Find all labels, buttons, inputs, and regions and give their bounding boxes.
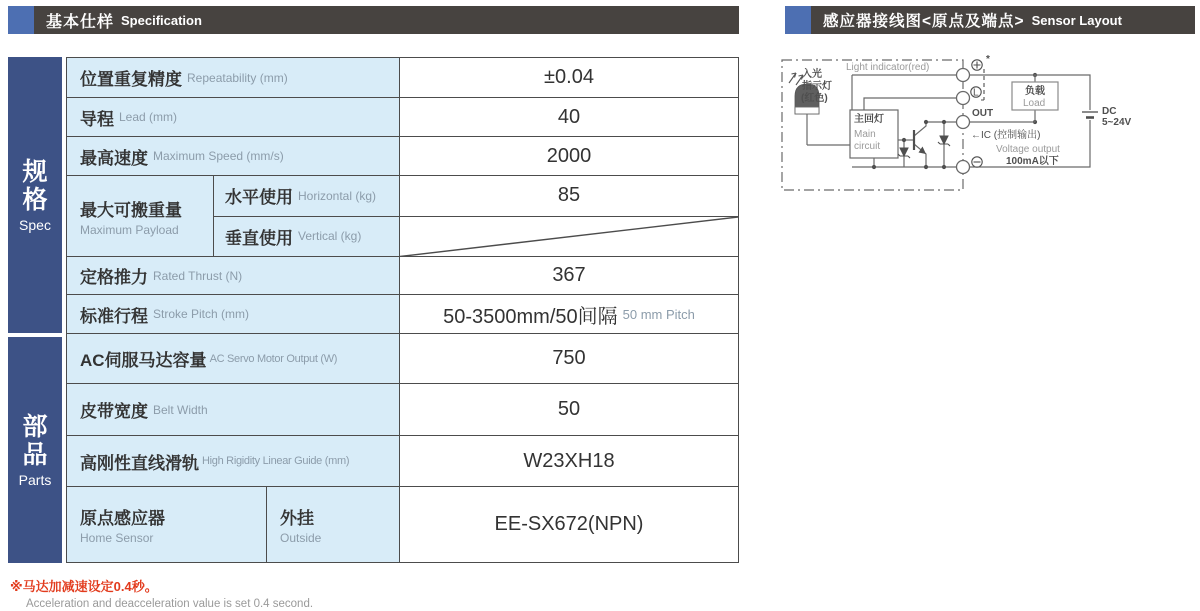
row-value: 2000 [400, 137, 738, 175]
row-label [67, 295, 400, 333]
payload-sub-rows [214, 176, 738, 256]
sensor-header-bar [811, 6, 1195, 34]
label-zh: 最大可搬重量 [80, 200, 182, 220]
accent-square-icon [8, 6, 34, 34]
payload-vertical-row [214, 217, 738, 257]
sensor-title-en: Sensor Layout [1031, 12, 1122, 28]
main-circuit-box [850, 110, 898, 158]
footnote [10, 576, 313, 610]
sidebar-spec [8, 57, 62, 333]
sidebar-parts-en: Parts [18, 471, 52, 488]
row-value: 40 [400, 98, 738, 136]
label-zh: 外挂 [280, 509, 314, 528]
current-limit-label: 100mA以下 [1006, 156, 1059, 167]
sub-label [214, 217, 400, 257]
value-suffix: 50 mm Pitch [622, 306, 695, 322]
payload-horizontal-row [214, 176, 738, 217]
label-en: Belt Width [153, 402, 208, 417]
label-en: Vertical (kg) [298, 229, 362, 244]
label-en: High Rigidity Linear Guide (mm) [202, 455, 350, 467]
label-zh: 高刚性直线滑轨 [80, 453, 199, 473]
label-en: Horizontal (kg) [298, 188, 377, 203]
row-value: 50 [400, 384, 738, 435]
light-indicator-label: Light indicator(red) [846, 62, 930, 73]
label-en: Home Sensor [80, 531, 154, 545]
svg-text:L: L [973, 87, 979, 99]
voltage-output-label: Voltage output [996, 144, 1060, 155]
label-zh: AC伺服马达容量 [80, 351, 207, 370]
spec-table [66, 57, 739, 563]
row-value: W23XH18 [400, 436, 738, 486]
incident-label-1: 入光 [802, 69, 822, 80]
row-value: 367 [400, 257, 738, 294]
home-sensor-sub-label [267, 487, 400, 562]
asterisk-note: * [986, 54, 990, 65]
label-zh: 位置重复精度 [80, 70, 182, 89]
main-circuit-zh: 主回灯 [854, 114, 884, 125]
sensor-layout-header [785, 6, 1195, 34]
battery-icon [1082, 112, 1098, 118]
label-zh: 最高速度 [80, 148, 148, 168]
sensor-wiring-diagram [780, 52, 1200, 202]
label-zh: 垂直使用 [225, 228, 293, 248]
label-zh: 皮带宽度 [80, 402, 148, 421]
out-label: OUT [972, 108, 994, 119]
sidebar-spec-en: Spec [19, 216, 51, 233]
value-main: 50-3500mm/50间隔 [443, 305, 618, 328]
table-row-max-speed [67, 137, 738, 176]
main-circuit-en2: circuit [854, 141, 881, 152]
transistor-icon [914, 130, 926, 154]
label-zh: 原点感应器 [80, 509, 165, 528]
incident-label-2: 指示灯 [802, 81, 832, 92]
table-row-belt-width [67, 384, 738, 436]
spec-section-header [8, 6, 739, 34]
row-value: EE-SX672(NPN) [400, 487, 738, 562]
label-en: Maximum Speed (mm/s) [153, 149, 284, 163]
not-applicable-cell [400, 217, 738, 257]
dc-label-2: 5~24V [1102, 117, 1132, 128]
table-row-linear-guide [67, 436, 738, 487]
l-terminal-icon [971, 69, 984, 100]
table-row-home-sensor [67, 487, 738, 562]
row-label [67, 334, 400, 383]
label-zh: 水平使用 [225, 188, 293, 208]
load-en: Load [1023, 98, 1046, 109]
table-row-lead [67, 98, 738, 137]
row-label [67, 98, 400, 136]
label-en: Repeatability (mm) [187, 70, 288, 85]
diagonal-line-icon [400, 217, 738, 257]
home-sensor-label [67, 487, 267, 562]
incident-label-3: (红色) [801, 93, 828, 104]
row-label [67, 436, 400, 486]
sidebar-parts [8, 337, 62, 563]
minus-terminal-icon [972, 157, 982, 167]
table-row-repeatability [67, 58, 738, 98]
label-zh: 定格推力 [80, 268, 148, 287]
table-row-servo-output [67, 334, 738, 384]
spec-title-zh: 基本仕样 [46, 13, 115, 31]
plus-terminal-icon [972, 60, 982, 70]
label-en: Maximum Payload [80, 222, 179, 237]
dc-label-1: DC [1102, 106, 1117, 117]
footnote-en: Acceleration and deacceleration value is set 0.4 second. [26, 598, 314, 610]
sub-label [214, 176, 400, 216]
label-zh: 标准行程 [80, 306, 148, 326]
footnote-zh: ※马达加减速设定0.4秒。 [10, 579, 158, 594]
sensor-title-zh: 感应器接线图<原点及端点> [823, 13, 1025, 30]
label-en: Stroke Pitch (mm) [153, 307, 250, 321]
row-value: 85 [400, 176, 738, 216]
label-en: Outside [280, 531, 322, 545]
row-value [400, 295, 738, 333]
label-en: Lead (mm) [119, 110, 178, 124]
table-row-rated-thrust [67, 257, 738, 295]
row-label [67, 257, 400, 294]
row-label [67, 384, 400, 435]
payload-main-label [67, 176, 214, 256]
spec-header-bar [34, 6, 739, 34]
label-en: Rated Thrust (N) [153, 268, 243, 283]
row-value: ±0.04 [400, 58, 738, 97]
sidebar-spec-zh: 规格 [22, 157, 48, 214]
label-en: AC Servo Motor Output (W) [209, 352, 338, 365]
main-circuit-en1: Main [854, 129, 876, 140]
light-arrows-icon [789, 73, 803, 85]
spec-title-en: Specification [121, 12, 202, 28]
row-label [67, 137, 400, 175]
table-row-stroke-pitch [67, 295, 738, 334]
table-row-max-payload [67, 176, 738, 257]
load-zh: 负载 [1025, 86, 1045, 97]
label-zh: 导程 [80, 109, 114, 129]
load-box [1012, 82, 1058, 110]
row-label [67, 58, 400, 97]
accent-square-icon [785, 6, 811, 34]
row-value: 750 [400, 334, 738, 383]
sidebar-parts-zh: 部品 [22, 412, 48, 469]
ic-label: ←IC (控制输出) [971, 130, 1041, 141]
